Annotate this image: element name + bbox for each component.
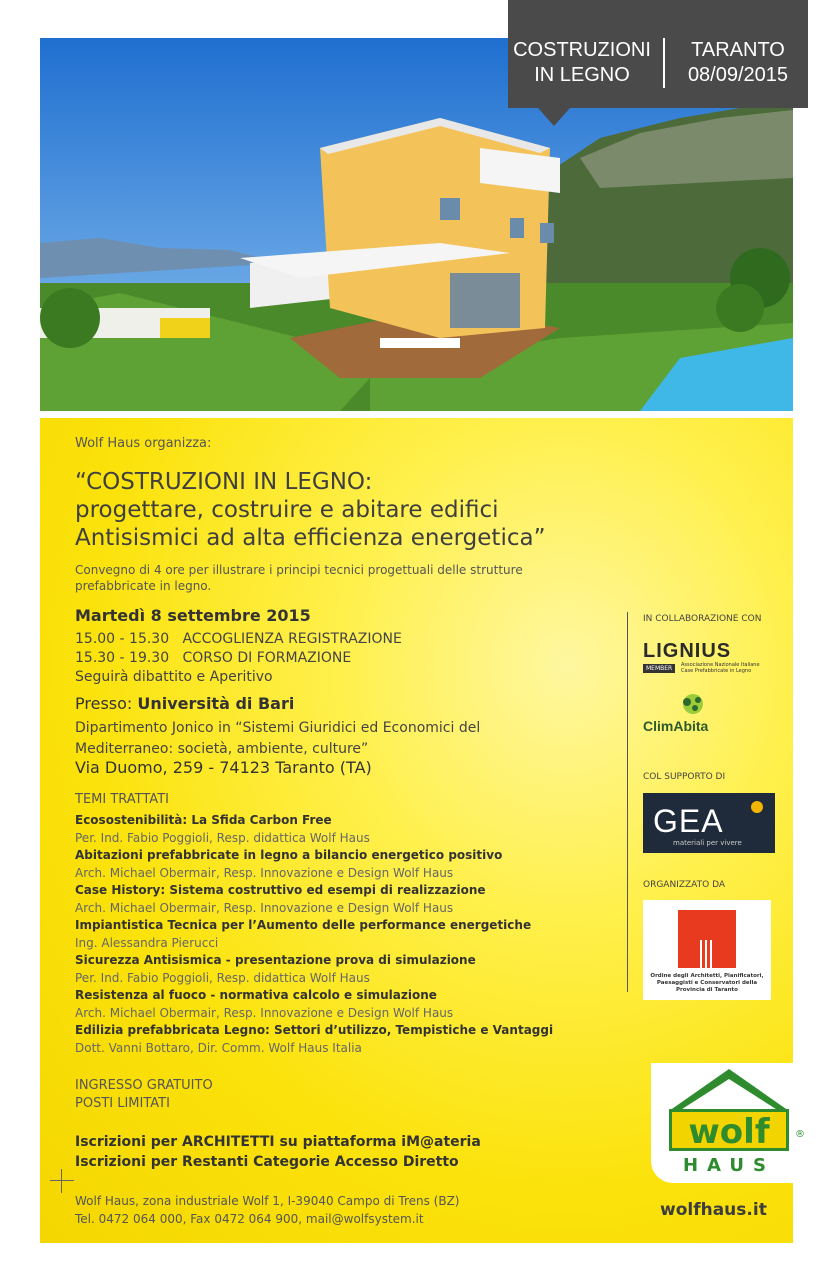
crop-mark	[61, 1169, 62, 1193]
lignius-logo	[643, 640, 763, 680]
event-banner	[508, 0, 808, 108]
topic-speaker: Arch. Michael Obermair, Resp. Innovazione e Design Wolf Haus	[75, 865, 454, 880]
lignius-member: MEMBER	[643, 664, 675, 673]
topic-title: Abitazioni prefabbricate in legno a bilancio energetico positivo	[75, 848, 503, 862]
topics-list	[75, 812, 553, 1057]
wolf-word: wolf	[688, 1112, 770, 1152]
event-title	[75, 468, 546, 552]
title-line1: “COSTRUZIONI IN LEGNO:	[75, 469, 373, 495]
climabita-logo	[643, 690, 743, 740]
support-label: COL SUPPORTO DI	[643, 772, 726, 782]
venue	[75, 694, 294, 713]
gea-dot-icon	[751, 801, 763, 813]
wolf-house-icon	[651, 1063, 811, 1183]
lignius-sub1: Associazione Nazionale Italiane	[681, 662, 760, 668]
organizer-text: Wolf Haus organizza:	[75, 436, 212, 451]
wolf-haus-logo	[651, 1063, 811, 1183]
banner-city: TARANTO	[691, 39, 785, 61]
contact-info	[75, 1192, 460, 1228]
banner-topic	[508, 38, 656, 88]
topic-title: Sicurezza Antisismica - presentazione prova di simulazione	[75, 953, 476, 967]
sidebar-divider	[627, 612, 628, 992]
crop-mark	[50, 1180, 74, 1181]
gea-subtitle: materiali per vivere	[673, 839, 742, 847]
banner-topic-line1: COSTRUZIONI	[513, 39, 651, 61]
topic-speaker: Arch. Michael Obermair, Resp. Innovazione e Design Wolf Haus	[75, 1005, 454, 1020]
lignius-subtitle	[681, 662, 760, 674]
venue-name: Università di Bari	[137, 694, 295, 713]
haus-word: HAUS	[682, 1155, 776, 1176]
organized-label: ORGANIZZATO DA	[643, 880, 726, 890]
venue-address: Via Duomo, 259 - 74123 Taranto (TA)	[75, 758, 372, 777]
venue-department	[75, 718, 480, 760]
event-date: Martedì 8 settembre 2015	[75, 606, 311, 625]
topic-speaker: Dott. Vanni Bottaro, Dir. Comm. Wolf Haus Italia	[75, 1040, 362, 1055]
ordine-emblem-icon	[678, 910, 736, 968]
access-info	[75, 1077, 213, 1113]
topic-speaker: Per. Ind. Fabio Poggioli, Resp. didattica Wolf Haus	[75, 830, 370, 845]
ordine-text: Ordine degli Architetti, Pianificatori, Paesaggisti e Conservatori della Provincia di Taranto	[650, 973, 764, 993]
contact-address: Wolf Haus, zona industriale Wolf 1, I-39040 Campo di Trens (BZ)	[75, 1194, 460, 1208]
gea-logo	[643, 793, 775, 853]
topic-speaker: Per. Ind. Fabio Poggioli, Resp. didattica Wolf Haus	[75, 970, 370, 985]
schedule-item: 15.30 - 19.30 CORSO DI FORMAZIONE	[75, 650, 352, 666]
intro-text: Convegno di 4 ore per illustrare i principi tecnici progettuali delle strutture prefabbricate in legno.	[75, 563, 523, 593]
gea-name: GEA	[653, 803, 724, 839]
schedule-item: 15.00 - 15.30 ACCOGLIENZA REGISTRAZIONE	[75, 631, 402, 647]
banner-topic-line2: IN LEGNO	[534, 64, 630, 86]
website-link[interactable]: wolfhaus.it	[660, 1200, 767, 1220]
collab-label: IN COLLABORAZIONE CON	[643, 614, 762, 624]
free-entry: INGRESSO GRATUITO	[75, 1078, 213, 1093]
registered-mark: ®	[795, 1129, 805, 1140]
banner-pointer	[538, 108, 570, 126]
topic-title: Resistenza al fuoco - normativa calcolo e simulazione	[75, 988, 437, 1002]
topic-title: Ecosostenibilità: La Sfida Carbon Free	[75, 813, 332, 827]
lignius-name: LIGNIUS	[643, 640, 732, 662]
lignius-sub2: Case Prefabbricate in Legno	[681, 668, 752, 674]
topic-speaker: Ing. Alessandra Pierucci	[75, 935, 219, 950]
venue-label: Presso:	[75, 694, 138, 713]
topic-title: Impiantistica Tecnica per l’Aumento delle performance energetiche	[75, 918, 532, 932]
dept-line2: Mediterraneo: società, ambiente, culture”	[75, 741, 369, 757]
contact-phone-mail: Tel. 0472 064 000, Fax 0472 064 900, mail@wolfsystem.it	[75, 1212, 424, 1226]
schedule	[75, 630, 402, 687]
dept-line1: Dipartimento Jonico in “Sistemi Giuridici ed Economici del	[75, 720, 481, 736]
banner-divider	[663, 38, 665, 88]
schedule-item: Seguirà dibattito e Aperitivo	[75, 669, 273, 685]
topics-heading: TEMI TRATTATI	[75, 792, 169, 807]
registration-architects: Iscrizioni per ARCHITETTI su piattaforma iM@ateria	[75, 1134, 481, 1150]
climabita-icon	[673, 690, 713, 720]
topic-title: Case History: Sistema costruttivo ed esempi di realizzazione	[75, 883, 486, 897]
topic-title: Edilizia prefabbricata Legno: Settori d’utilizzo, Tempistiche e Vantaggi	[75, 1023, 554, 1037]
title-line3: Antisismici ad alta efficienza energetica”	[75, 525, 546, 551]
limited-seats: POSTI LIMITATI	[75, 1096, 170, 1111]
registration-info	[75, 1132, 481, 1172]
title-line2: progettare, costruire e abitare edifici	[75, 497, 499, 523]
banner-place-date	[668, 38, 808, 88]
banner-date: 08/09/2015	[687, 64, 789, 86]
topic-speaker: Arch. Michael Obermair, Resp. Innovazione e Design Wolf Haus	[75, 900, 454, 915]
registration-others: Iscrizioni per Restanti Categorie Accesso Diretto	[75, 1154, 459, 1170]
ordine-architetti-logo	[643, 900, 771, 1000]
climabita-name: ClimAbita	[643, 718, 709, 734]
